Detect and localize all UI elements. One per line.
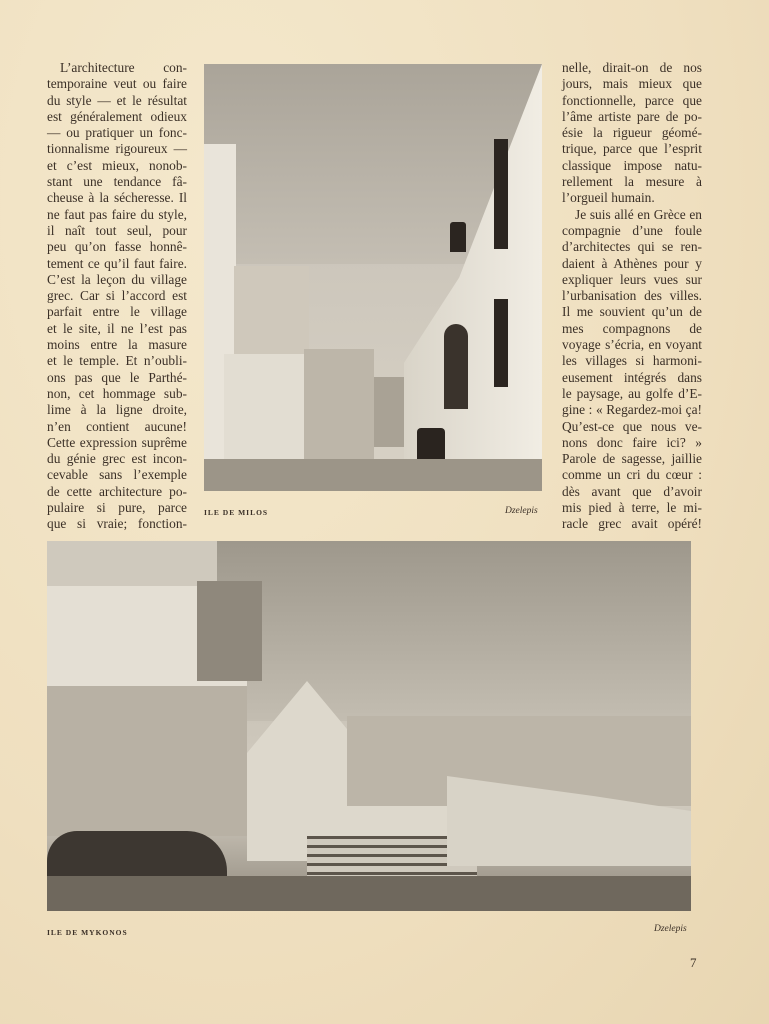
text-line: les villages si harmoni- (562, 353, 702, 369)
street (204, 459, 542, 491)
text-line: compagnie d’une foule (562, 222, 702, 238)
text-line: nons donc faire ici? » (562, 434, 702, 450)
text-line: — ou pratiquer un fonc- (47, 125, 187, 141)
text-column-left (47, 60, 187, 533)
text-line: racle grec avait opéré! (562, 516, 702, 532)
text-line: tionnalisme rigoureux — (47, 141, 187, 157)
photo-mykonos (47, 541, 691, 911)
text-line: le paysage, au golfe d’E- (562, 385, 702, 401)
text-line: C’est la leçon du village (47, 271, 187, 287)
text-line: du génie grec est incon- (47, 451, 187, 467)
text-line: dès avant que d’avoir (562, 483, 702, 499)
text-line: et le temple. Et n’oubli- (47, 353, 187, 369)
text-line: fonctionnelle, parce que (562, 92, 702, 108)
house-mid (304, 349, 374, 461)
text-line: et c’est mieux, nonob- (47, 157, 187, 173)
building-lower (47, 686, 247, 836)
house-far (374, 377, 409, 447)
text-line: ons pas que le Parthé- (47, 369, 187, 385)
window (494, 139, 508, 249)
ground (47, 876, 691, 911)
text-line: temporaine veut ou faire (47, 76, 187, 92)
text-line: mes compagnons de (562, 320, 702, 336)
text-line: grec. Car si l’accord est (47, 288, 187, 304)
text-line: Qu’est-ce que nous ve- (562, 418, 702, 434)
text-line: que si vraie; fonction- (47, 516, 187, 532)
text-line: l’urbanisation des villes. (562, 288, 702, 304)
arch-door (444, 324, 468, 409)
text-line: parfait entre le village (47, 304, 187, 320)
text-line: l’âme artiste pare de po- (562, 108, 702, 124)
text-column-right (562, 60, 702, 533)
text-line: ne faut pas faire du style, (47, 206, 187, 222)
text-line: de cette architecture po- (47, 483, 187, 499)
photo-caption: ILE DE MILOS (204, 508, 269, 517)
text-line: cheuse à la sécheresse. Il (47, 190, 187, 206)
text-line: et le site, il ne l’est pas (47, 320, 187, 336)
photo-milos (204, 64, 542, 491)
photo-credit: Dzelepis (505, 506, 538, 516)
text-line: ésie la rigueur géomé- (562, 125, 702, 141)
text-line: l’orgueil humain. (562, 190, 655, 206)
text-line: voyage s’écria, en voyant (562, 337, 702, 353)
text-line: moins entre la masure (47, 337, 187, 353)
text-line: gine : « Regardez-moi ça! (562, 402, 702, 418)
text-line: n’en contient aucune! (47, 418, 187, 434)
text-line: Parole de sagesse, jaillie (562, 451, 702, 467)
text-line: jours, mais mieux que (562, 76, 702, 92)
text-line: rellement la mesure à (562, 174, 702, 190)
text-line: cevable sans l’exemple (47, 467, 187, 483)
lantern-icon (450, 222, 466, 252)
text-line: du style — et le résultat (47, 92, 187, 108)
text-line: peu qu’on fasse honnê- (47, 239, 187, 255)
text-line: Je suis allé en Grèce en (575, 206, 702, 222)
text-line: est généralement odieux (47, 108, 187, 124)
text-line: mis pied à terre, le mi- (562, 500, 702, 516)
photo-caption: ILE DE MYKONOS (47, 928, 128, 937)
text-line: il naît tout seul, pour (47, 222, 187, 238)
text-line: expliquer leurs vues sur (562, 271, 702, 287)
text-line: daient à Athènes pour y (562, 255, 702, 271)
text-line: non, cet hommage sub- (47, 385, 187, 401)
text-line: d’architectes qui se ren- (562, 239, 702, 255)
page-number: 7 (690, 955, 697, 970)
text-line: L’architecture con- (60, 60, 187, 75)
building-tower (197, 581, 262, 681)
photo-credit: Dzelepis (654, 924, 687, 934)
text-line: Cette expression suprême (47, 434, 187, 450)
text-line: Il me souvient qu’un de (562, 304, 702, 320)
text-line: trique, parce que l’esprit (562, 141, 702, 157)
text-line: classique impose natu- (562, 157, 702, 173)
text-line: eusement intégrés dans (562, 369, 702, 385)
text-line: nelle, dirait-on de nos (562, 60, 702, 75)
text-line: pulaire si pure, parce (47, 500, 187, 516)
text-line: stant une tendance fâ- (47, 174, 187, 190)
text-line: lime à la ligne droite, (47, 402, 187, 418)
window (494, 299, 508, 387)
text-line: tement ce qu’il faut faire. (47, 255, 187, 271)
sky (197, 541, 691, 721)
text-line: comme un cri du cœur : (562, 467, 702, 483)
